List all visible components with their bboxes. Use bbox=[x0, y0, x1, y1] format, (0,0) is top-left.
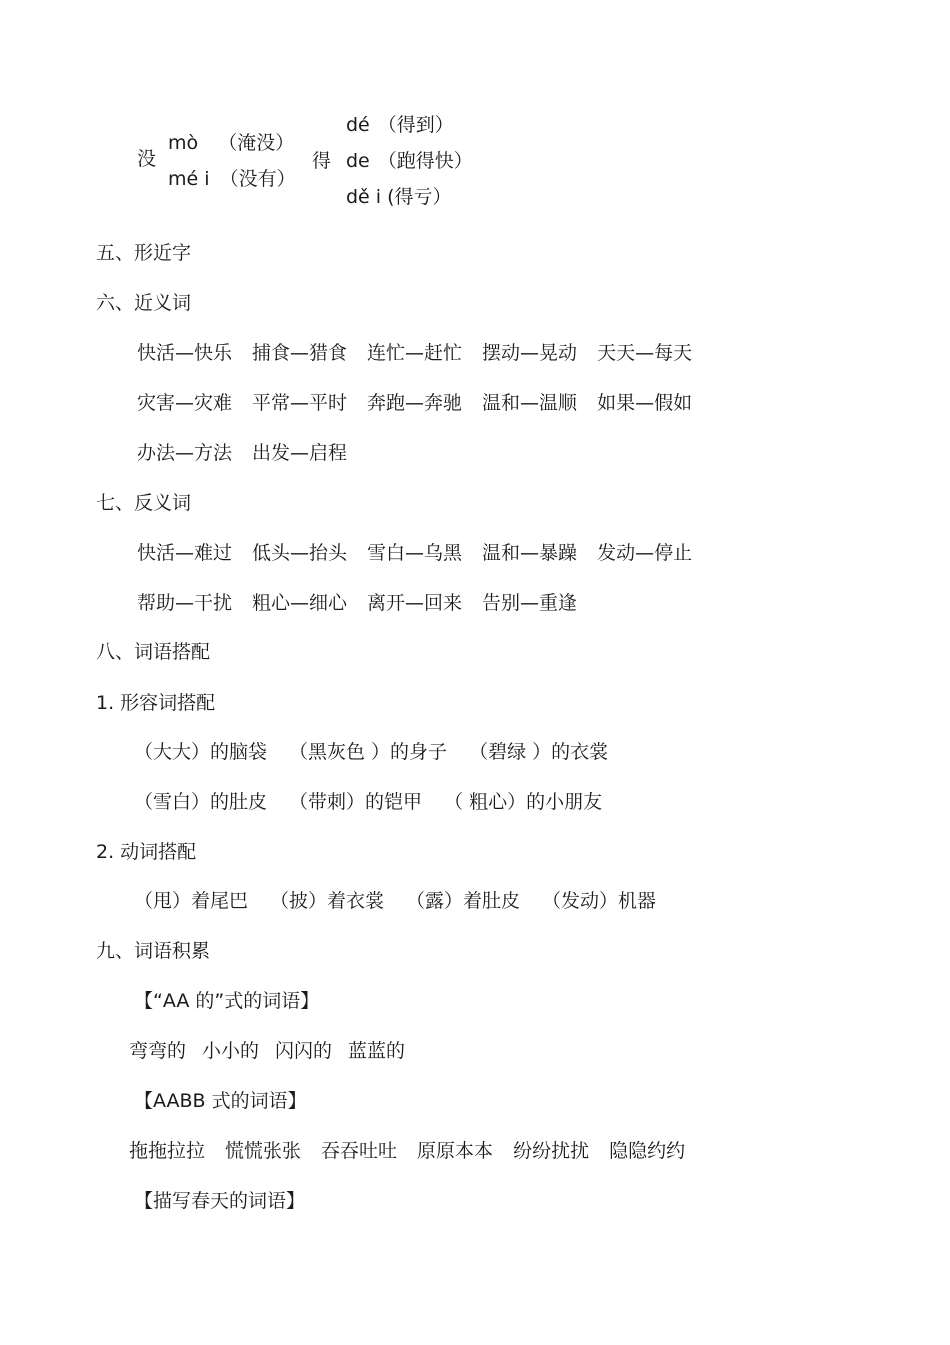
matching-phrase: （大大）的脑袋 bbox=[134, 741, 268, 763]
antonym-row bbox=[137, 544, 712, 563]
antonym-pair: 温和—暴躁 bbox=[482, 542, 578, 564]
aabb-word: 拖拖拉拉 bbox=[129, 1140, 206, 1162]
synonym-pair: 快活—快乐 bbox=[137, 342, 233, 364]
synonym-pair: 灾害—灾难 bbox=[137, 392, 233, 414]
subheading-adjective-matching: 1. 形容词搭配 bbox=[96, 692, 216, 714]
synonym-row bbox=[137, 444, 367, 463]
adjective-matching-row bbox=[134, 793, 624, 812]
example-word: (得亏） bbox=[387, 186, 452, 208]
pinyin: de bbox=[346, 150, 370, 172]
aabb-word: 慌慌张张 bbox=[225, 1140, 302, 1162]
example-word: （淹没） bbox=[218, 132, 295, 154]
synonym-pair: 捕食—猎食 bbox=[252, 342, 348, 364]
matching-phrase: （发动）机器 bbox=[542, 890, 657, 912]
antonym-pair: 快活—难过 bbox=[137, 542, 233, 564]
aa-word: 闪闪的 bbox=[275, 1040, 333, 1062]
antonym-pair: 帮助—干扰 bbox=[137, 592, 233, 614]
verb-matching-row bbox=[134, 892, 678, 911]
pinyin: mò bbox=[168, 132, 199, 154]
aabb-word: 纷纷扰扰 bbox=[513, 1140, 590, 1162]
polyphone-reading-mei bbox=[168, 170, 296, 189]
synonym-pair: 温和—温顺 bbox=[482, 392, 578, 414]
subheading-verb-matching: 2. 动词搭配 bbox=[96, 841, 197, 863]
synonym-pair: 奔跑—奔驰 bbox=[367, 392, 463, 414]
pinyin: mé i bbox=[168, 168, 210, 190]
section-heading-word-accumulation: 九、词语积累 bbox=[96, 940, 211, 962]
aa-words-row bbox=[129, 1042, 421, 1061]
synonym-pair: 办法—方法 bbox=[137, 442, 233, 464]
antonym-pair: 低头—抬头 bbox=[252, 542, 348, 564]
polyphone-reading-de0 bbox=[346, 152, 473, 171]
section-heading-similar-chars: 五、形近字 bbox=[96, 242, 192, 264]
antonym-pair: 告别—重逢 bbox=[482, 592, 578, 614]
polyphone-char-de: 得 bbox=[312, 150, 332, 172]
antonym-pair: 发动—停止 bbox=[597, 542, 693, 564]
matching-phrase: （碧绿 ）的衣裳 bbox=[469, 741, 609, 763]
aabb-word: 隐隐约约 bbox=[609, 1140, 686, 1162]
aa-word: 弯弯的 bbox=[129, 1040, 187, 1062]
synonym-pair: 出发—启程 bbox=[252, 442, 348, 464]
matching-phrase: （披）着衣裳 bbox=[270, 890, 385, 912]
antonym-pair: 粗心—细心 bbox=[252, 592, 348, 614]
polyphone-reading-mo bbox=[168, 134, 294, 153]
aabb-word: 原原本本 bbox=[417, 1140, 494, 1162]
section-heading-word-matching: 八、词语搭配 bbox=[96, 641, 211, 663]
aa-word: 小小的 bbox=[202, 1040, 260, 1062]
synonym-row bbox=[137, 394, 712, 413]
example-word: （跑得快） bbox=[377, 150, 473, 172]
section-heading-antonyms: 七、反义词 bbox=[96, 492, 192, 514]
polyphone-reading-dei3 bbox=[346, 188, 452, 207]
matching-phrase: （雪白）的肚皮 bbox=[134, 791, 268, 813]
aabb-words-header: 【AABB 式的词语】 bbox=[134, 1090, 307, 1112]
example-word: （得到） bbox=[377, 114, 454, 136]
adjective-matching-row bbox=[134, 743, 630, 762]
synonym-pair: 平常—平时 bbox=[252, 392, 348, 414]
antonym-row bbox=[137, 594, 597, 613]
synonym-row bbox=[137, 344, 712, 363]
aa-word: 蓝蓝的 bbox=[348, 1040, 406, 1062]
synonym-pair: 连忙—赶忙 bbox=[367, 342, 463, 364]
matching-phrase: （甩）着尾巴 bbox=[134, 890, 249, 912]
section-heading-synonyms: 六、近义词 bbox=[96, 292, 192, 314]
spring-words-header: 【描写春天的词语】 bbox=[134, 1190, 306, 1212]
polyphone-reading-de2 bbox=[346, 116, 454, 135]
matching-phrase: （带刺）的铠甲 bbox=[289, 791, 423, 813]
polyphone-char-mei: 没 bbox=[137, 148, 157, 170]
matching-phrase: （黑灰色 ）的身子 bbox=[289, 741, 448, 763]
aa-words-header: 【“AA 的”式的词语】 bbox=[134, 990, 320, 1012]
synonym-pair: 摆动—晃动 bbox=[482, 342, 578, 364]
synonym-pair: 天天—每天 bbox=[597, 342, 693, 364]
matching-phrase: （ 粗心）的小朋友 bbox=[444, 791, 603, 813]
antonym-pair: 雪白—乌黑 bbox=[367, 542, 463, 564]
matching-phrase: （露）着肚皮 bbox=[406, 890, 521, 912]
example-word: （没有） bbox=[219, 168, 296, 190]
pinyin: dé bbox=[346, 114, 370, 136]
synonym-pair: 如果—假如 bbox=[597, 392, 693, 414]
pinyin: dě i bbox=[346, 186, 382, 208]
aabb-word: 吞吞吐吐 bbox=[321, 1140, 398, 1162]
aabb-words-row bbox=[129, 1142, 705, 1161]
antonym-pair: 离开—回来 bbox=[367, 592, 463, 614]
